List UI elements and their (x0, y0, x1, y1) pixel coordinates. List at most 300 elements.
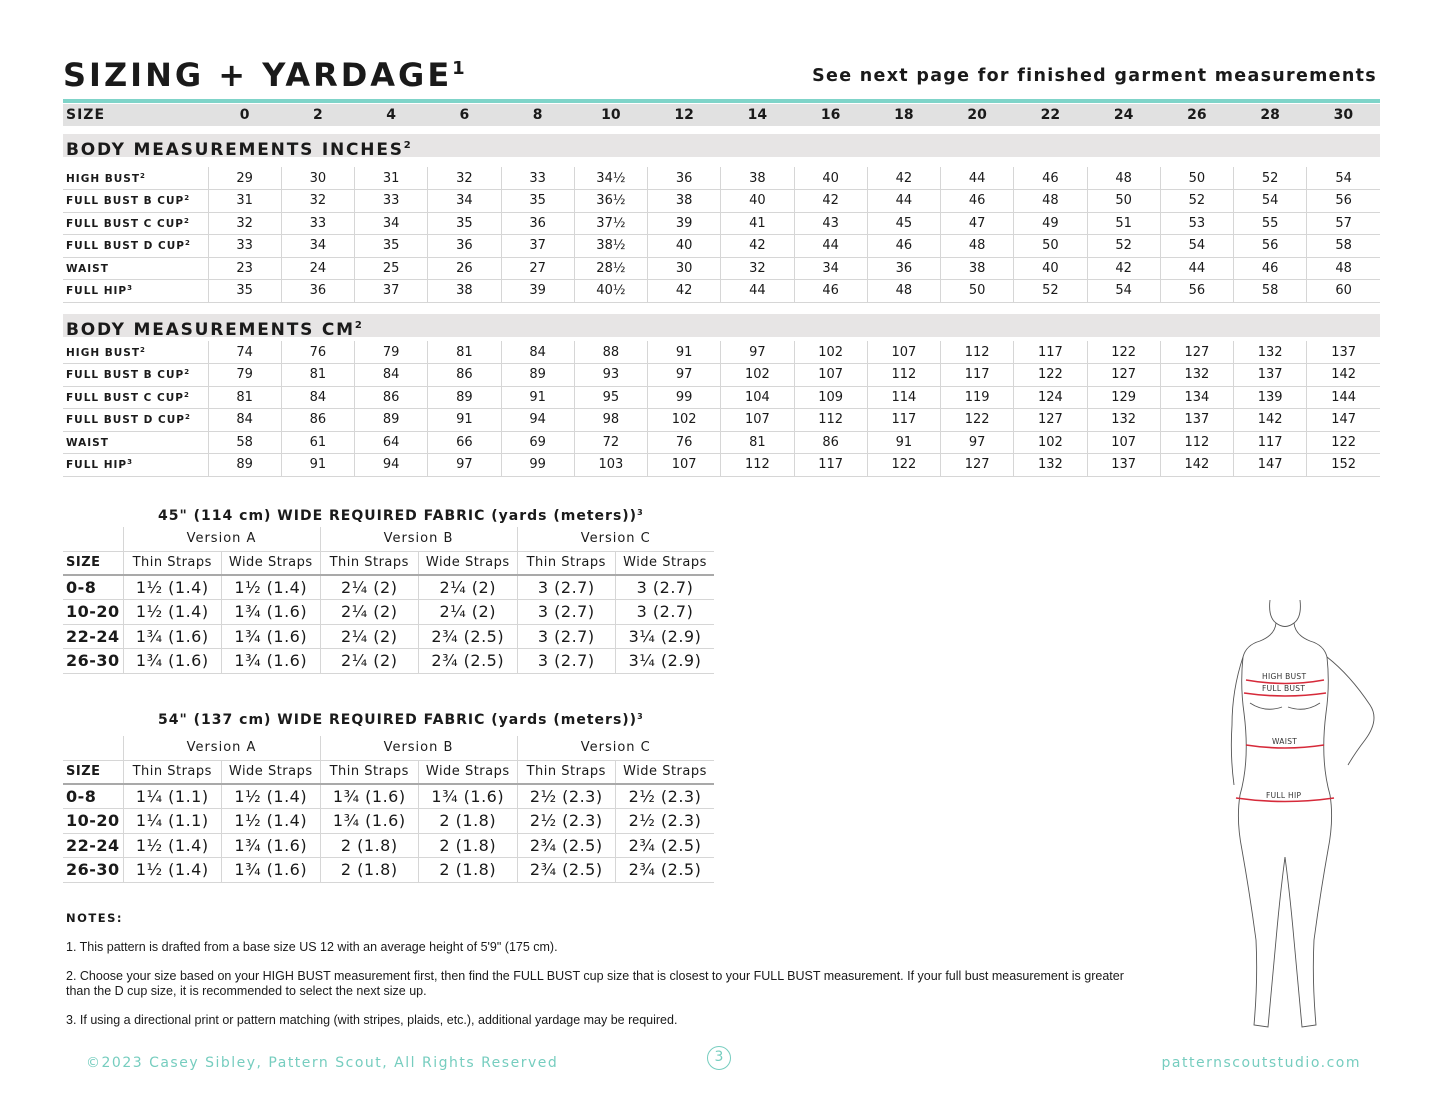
body-measurement-figure (1210, 595, 1400, 1045)
fabric-row (63, 858, 714, 883)
measurement-value: 103 (574, 454, 647, 477)
measurement-row (63, 257, 1380, 280)
strap-header: Wide Straps (419, 551, 518, 575)
see-next-page-note: See next page for finished garment measurements (812, 66, 1377, 86)
measurement-value: 36 (281, 280, 354, 303)
yardage-value: 1¼ (1.1) (123, 809, 222, 834)
yardage-value: 2¾ (2.5) (616, 858, 715, 883)
measurement-value: 142 (1307, 364, 1380, 387)
version-row (63, 527, 714, 551)
measurement-value: 139 (1234, 386, 1307, 409)
size-label: SIZE (63, 551, 123, 575)
measurement-value: 52 (1014, 280, 1087, 303)
measurement-value: 81 (428, 341, 501, 364)
measurement-value: 127 (941, 454, 1014, 477)
note-3: 3. If using a directional print or pattern matching (with stripes, plaids, etc.), additional yardage may be required. (66, 1013, 678, 1027)
measurement-value: 38 (941, 257, 1014, 280)
yardage-value: 2¼ (2) (419, 600, 518, 625)
size-header-cell: 18 (894, 107, 914, 123)
yardage-value: 3 (2.7) (616, 600, 715, 625)
measurement-value: 25 (355, 257, 428, 280)
version-header: Version C (517, 527, 714, 551)
measurement-value: 97 (648, 364, 721, 387)
measurement-value: 86 (355, 386, 428, 409)
note-1: 1. This pattern is drafted from a base size US 12 with an average height of 5'9" (175 cm). (66, 940, 558, 954)
measurement-value: 42 (648, 280, 721, 303)
measurement-value: 112 (794, 409, 867, 432)
yardage-value: 1¾ (1.6) (222, 858, 321, 883)
size-header-cell: 22 (1040, 107, 1061, 123)
measurement-value: 91 (281, 454, 354, 477)
measurement-value: 132 (1014, 454, 1087, 477)
measurement-value: 39 (501, 280, 574, 303)
measurement-value: 44 (721, 280, 794, 303)
measurement-value: 30 (281, 167, 354, 190)
measurement-value: 46 (1014, 167, 1087, 190)
measurement-value: 40 (1014, 257, 1087, 280)
measurement-value: 44 (867, 190, 940, 213)
measurement-value: 84 (501, 341, 574, 364)
measurement-value: 79 (208, 364, 281, 387)
blank-cell (63, 527, 123, 551)
size-range: 0-8 (63, 784, 123, 809)
size-header-cell: 14 (747, 107, 768, 123)
measurement-value: 127 (1160, 341, 1233, 364)
measurement-value: 91 (867, 431, 940, 454)
size-label: SIZE (66, 107, 106, 123)
measurement-value: 55 (1234, 212, 1307, 235)
strap-header: Wide Straps (616, 760, 715, 784)
strap-header: Thin Straps (517, 760, 616, 784)
strap-header: Wide Straps (222, 760, 321, 784)
measurement-value: 122 (941, 409, 1014, 432)
measurement-value: 69 (501, 431, 574, 454)
measurement-value: 33 (281, 212, 354, 235)
yardage-value: 1¾ (1.6) (320, 784, 419, 809)
measurement-value: 107 (794, 364, 867, 387)
measurement-row (63, 341, 1380, 364)
yardage-value: 1½ (1.4) (123, 833, 222, 858)
measurement-value: 86 (428, 364, 501, 387)
measurement-value: 26 (428, 257, 501, 280)
measurement-value: 107 (1087, 431, 1160, 454)
fabric-row (63, 600, 714, 625)
measurement-value: 34 (355, 212, 428, 235)
yardage-value: 1¾ (1.6) (123, 649, 222, 674)
measurement-value: 84 (208, 409, 281, 432)
yardage-value: 1½ (1.4) (222, 784, 321, 809)
measurement-value: 30 (648, 257, 721, 280)
measurement-value: 38 (721, 167, 794, 190)
fig-label-high-bust: HIGH BUST (1262, 672, 1307, 681)
notes-heading: NOTES: (66, 911, 123, 925)
measurement-label: FULL BUST C CUP$^2$ (63, 212, 208, 235)
measurement-value: 74 (208, 341, 281, 364)
measurement-row (63, 190, 1380, 213)
measurement-value: 53 (1160, 212, 1233, 235)
title-divider (63, 99, 1380, 103)
measurement-value: 137 (1087, 454, 1160, 477)
measurement-value: 27 (501, 257, 574, 280)
size-header-cell: 26 (1187, 107, 1207, 123)
measurement-value: 86 (281, 409, 354, 432)
yardage-value: 2¼ (2) (320, 575, 419, 600)
measurement-value: 36 (428, 235, 501, 258)
measurement-value: 102 (721, 364, 794, 387)
size-header-row (63, 104, 1380, 126)
measurement-value: 58 (208, 431, 281, 454)
fabric-54-title: 54" (137 cm) WIDE REQUIRED FABRIC (yards (meters))$^3$ (158, 712, 644, 728)
measurement-value: 47 (941, 212, 1014, 235)
fabric-row (63, 809, 714, 834)
measurement-value: 48 (867, 280, 940, 303)
measurement-label: FULL BUST C CUP$^2$ (63, 386, 208, 409)
measurement-value: 119 (941, 386, 1014, 409)
measurement-value: 124 (1014, 386, 1087, 409)
strap-header: Wide Straps (419, 760, 518, 784)
measurement-value: 122 (1307, 431, 1380, 454)
measurement-value: 61 (281, 431, 354, 454)
measurement-row (63, 454, 1380, 477)
measurement-label: FULL BUST B CUP$^2$ (63, 364, 208, 387)
yardage-value: 2¾ (2.5) (616, 833, 715, 858)
yardage-value: 1½ (1.4) (222, 575, 321, 600)
yardage-value: 2¾ (2.5) (517, 858, 616, 883)
version-header: Version A (123, 736, 320, 760)
measurement-value: 36 (867, 257, 940, 280)
size-header-cell: 10 (601, 107, 621, 123)
size-range: 26-30 (63, 649, 123, 674)
measurement-value: 46 (941, 190, 1014, 213)
measurement-value: 84 (355, 364, 428, 387)
measurement-value: 81 (281, 364, 354, 387)
measurement-value: 129 (1087, 386, 1160, 409)
yardage-value: 2¾ (2.5) (517, 833, 616, 858)
yardage-value: 2¼ (2) (320, 649, 419, 674)
measurement-value: 102 (1014, 431, 1087, 454)
fabric-row (63, 624, 714, 649)
measurement-value: 37 (355, 280, 428, 303)
measurement-value: 48 (1014, 190, 1087, 213)
measurement-value: 29 (208, 167, 281, 190)
measurement-value: 34 (281, 235, 354, 258)
measurement-value: 91 (428, 409, 501, 432)
measurement-value: 58 (1234, 280, 1307, 303)
yardage-value: 2¼ (2) (320, 624, 419, 649)
measurement-label: FULL BUST D CUP$^2$ (63, 235, 208, 258)
version-header: Version A (123, 527, 320, 551)
yardage-value: 3¼ (2.9) (616, 649, 715, 674)
measurement-value: 76 (281, 341, 354, 364)
measurement-row (63, 386, 1380, 409)
measurement-value: 28½ (574, 257, 647, 280)
measurement-value: 40 (721, 190, 794, 213)
measurement-value: 94 (355, 454, 428, 477)
measurement-value: 41 (721, 212, 794, 235)
note-2: 2. Choose your size based on your HIGH BUST measurement first, then find the FULL BUST cup size that is closest to your FULL BUST measurement. If your full bust measurement is greater than the D cup size, it is recommended to select the next size up. (66, 969, 1124, 998)
measurement-value: 81 (208, 386, 281, 409)
yardage-value: 1¾ (1.6) (123, 624, 222, 649)
size-header-cell: 28 (1260, 107, 1280, 123)
size-header-cell: 16 (820, 107, 841, 123)
measurement-value: 34 (428, 190, 501, 213)
size-range: 22-24 (63, 624, 123, 649)
measurement-value: 117 (794, 454, 867, 477)
yardage-value: 3 (2.7) (517, 624, 616, 649)
size-header-cell: 20 (967, 107, 987, 123)
measurement-value: 57 (1307, 212, 1380, 235)
measurement-value: 97 (428, 454, 501, 477)
size-header-cell: 2 (313, 107, 323, 123)
measurement-value: 84 (281, 386, 354, 409)
measurement-value: 86 (794, 431, 867, 454)
fabric-row (63, 833, 714, 858)
strap-row (63, 760, 714, 784)
measurement-value: 42 (867, 167, 940, 190)
measurement-value: 46 (1234, 257, 1307, 280)
yardage-value: 3 (2.7) (517, 575, 616, 600)
cm-section-header: BODY MEASUREMENTS $CM^2$ (63, 314, 1380, 337)
measurement-value: 50 (1160, 167, 1233, 190)
yardage-value: 1¾ (1.6) (320, 809, 419, 834)
measurement-value: 42 (721, 235, 794, 258)
measurement-value: 44 (794, 235, 867, 258)
measurement-value: 48 (1087, 167, 1160, 190)
yardage-value: 1¾ (1.6) (222, 624, 321, 649)
yardage-value: 2 (1.8) (320, 858, 419, 883)
measurement-value: 79 (355, 341, 428, 364)
measurement-value: 45 (867, 212, 940, 235)
measurement-value: 137 (1307, 341, 1380, 364)
measurement-value: 50 (1014, 235, 1087, 258)
measurement-value: 54 (1234, 190, 1307, 213)
measurement-value: 36 (501, 212, 574, 235)
measurement-value: 23 (208, 257, 281, 280)
measurement-value: 54 (1307, 167, 1380, 190)
yardage-value: 2 (1.8) (320, 833, 419, 858)
measurement-value: 40 (648, 235, 721, 258)
measurement-value: 44 (941, 167, 1014, 190)
measurement-value: 88 (574, 341, 647, 364)
measurement-value: 127 (1014, 409, 1087, 432)
measurement-value: 42 (794, 190, 867, 213)
measurement-value: 39 (648, 212, 721, 235)
measurement-label: FULL BUST B CUP$^2$ (63, 190, 208, 213)
measurement-value: 33 (208, 235, 281, 258)
measurement-value: 93 (574, 364, 647, 387)
measurement-value: 48 (941, 235, 1014, 258)
page-title: SIZING + $YARDAGE^1$ (63, 56, 465, 94)
fig-label-full-hip: FULL HIP (1266, 791, 1302, 800)
fig-label-waist: WAIST (1272, 737, 1298, 746)
measurement-value: 48 (1307, 257, 1380, 280)
measurement-value: 32 (281, 190, 354, 213)
measurement-row (63, 364, 1380, 387)
measurement-value: 132 (1234, 341, 1307, 364)
measurement-value: 43 (794, 212, 867, 235)
measurement-value: 60 (1307, 280, 1380, 303)
measurement-value: 33 (501, 167, 574, 190)
measurement-value: 34 (794, 257, 867, 280)
measurement-value: 137 (1160, 409, 1233, 432)
yardage-value: 1¾ (1.6) (222, 600, 321, 625)
yardage-value: 2 (1.8) (419, 833, 518, 858)
measurement-value: 66 (428, 431, 501, 454)
yardage-value: 1¼ (1.1) (123, 784, 222, 809)
fabric-row (63, 649, 714, 674)
measurement-value: 132 (1160, 364, 1233, 387)
yardage-value: 1½ (1.4) (123, 600, 222, 625)
measurement-value: 122 (867, 454, 940, 477)
inches-table (63, 167, 1380, 303)
measurement-value: 32 (208, 212, 281, 235)
measurement-label: WAIST (63, 431, 208, 454)
measurement-value: 33 (355, 190, 428, 213)
measurement-value: 46 (867, 235, 940, 258)
measurement-value: 35 (355, 235, 428, 258)
measurement-value: 56 (1307, 190, 1380, 213)
measurement-value: 117 (941, 364, 1014, 387)
measurement-value: 117 (1014, 341, 1087, 364)
measurement-value: 37 (501, 235, 574, 258)
measurement-value: 24 (281, 257, 354, 280)
yardage-value: 2¾ (2.5) (419, 649, 518, 674)
measurement-value: 114 (867, 386, 940, 409)
strap-header: Wide Straps (616, 551, 715, 575)
measurement-value: 142 (1234, 409, 1307, 432)
measurement-row (63, 212, 1380, 235)
measurement-value: 137 (1234, 364, 1307, 387)
cm-table (63, 341, 1380, 477)
measurement-value: 38½ (574, 235, 647, 258)
measurement-row (63, 280, 1380, 303)
yardage-value: 1¾ (1.6) (222, 833, 321, 858)
yardage-value: 2¼ (2) (419, 575, 518, 600)
size-range: 0-8 (63, 575, 123, 600)
inches-section-header: BODY MEASUREMENTS INCHES$^2$ (63, 134, 1380, 157)
page-number: 3 (707, 1046, 731, 1070)
version-header: Version C (517, 736, 714, 760)
measurement-value: 142 (1160, 454, 1233, 477)
measurement-value: 35 (428, 212, 501, 235)
measurement-value: 112 (1160, 431, 1233, 454)
measurement-value: 31 (208, 190, 281, 213)
measurement-value: 95 (574, 386, 647, 409)
measurement-value: 107 (867, 341, 940, 364)
measurement-value: 42 (1087, 257, 1160, 280)
measurement-value: 40½ (574, 280, 647, 303)
version-header: Version B (320, 736, 517, 760)
measurement-value: 104 (721, 386, 794, 409)
yardage-value: 3¼ (2.9) (616, 624, 715, 649)
measurement-value: 51 (1087, 212, 1160, 235)
measurement-value: 144 (1307, 386, 1380, 409)
measurement-value: 81 (721, 431, 794, 454)
measurement-value: 32 (721, 257, 794, 280)
yardage-value: 2½ (2.3) (517, 809, 616, 834)
fabric-row (63, 575, 714, 600)
yardage-value: 2½ (2.3) (616, 809, 715, 834)
size-header-cell: 6 (459, 107, 470, 123)
strap-header: Thin Straps (320, 760, 419, 784)
yardage-value: 2¾ (2.5) (419, 624, 518, 649)
yardage-value: 2½ (2.3) (517, 784, 616, 809)
measurement-value: 89 (428, 386, 501, 409)
measurement-value: 94 (501, 409, 574, 432)
fabric-54-table (63, 736, 714, 883)
strap-header: Wide Straps (222, 551, 321, 575)
measurement-value: 112 (941, 341, 1014, 364)
copyright: ©2023 Casey Sibley, Pattern Scout, All Rights Reserved (86, 1055, 559, 1071)
measurement-value: 52 (1087, 235, 1160, 258)
measurement-value: 32 (428, 167, 501, 190)
measurement-value: 37½ (574, 212, 647, 235)
measurement-value: 50 (1087, 190, 1160, 213)
measurement-label: WAIST (63, 257, 208, 280)
measurement-value: 102 (648, 409, 721, 432)
measurement-value: 152 (1307, 454, 1380, 477)
measurement-value: 102 (794, 341, 867, 364)
measurement-value: 54 (1160, 235, 1233, 258)
website-link[interactable]: patternscoutstudio.com (1161, 1055, 1361, 1071)
measurement-row (63, 431, 1380, 454)
measurement-value: 38 (428, 280, 501, 303)
size-header-cell: 12 (674, 107, 694, 123)
size-range: 22-24 (63, 833, 123, 858)
measurement-value: 56 (1160, 280, 1233, 303)
strap-header: Thin Straps (517, 551, 616, 575)
measurement-value: 40 (794, 167, 867, 190)
fabric-row (63, 784, 714, 809)
measurement-value: 132 (1087, 409, 1160, 432)
measurement-value: 134 (1160, 386, 1233, 409)
measurement-value: 122 (1087, 341, 1160, 364)
measurement-row (63, 235, 1380, 258)
yardage-value: 2 (1.8) (419, 858, 518, 883)
measurement-value: 31 (355, 167, 428, 190)
measurement-value: 49 (1014, 212, 1087, 235)
yardage-value: 2¼ (2) (320, 600, 419, 625)
yardage-value: 1¾ (1.6) (419, 784, 518, 809)
measurement-value: 107 (648, 454, 721, 477)
strap-header: Thin Straps (123, 760, 222, 784)
measurement-row (63, 167, 1380, 190)
size-range: 10-20 (63, 600, 123, 625)
measurement-value: 36½ (574, 190, 647, 213)
fabric-45-title: 45" (114 cm) WIDE REQUIRED FABRIC (yards (meters))$^3$ (158, 508, 644, 524)
measurement-value: 89 (208, 454, 281, 477)
measurement-value: 36 (648, 167, 721, 190)
size-header-cell: 30 (1333, 107, 1354, 123)
fabric-45-table (63, 527, 714, 674)
measurement-value: 46 (794, 280, 867, 303)
measurement-value: 147 (1234, 454, 1307, 477)
size-header-cell: 0 (239, 107, 250, 123)
measurement-value: 58 (1307, 235, 1380, 258)
strap-row (63, 551, 714, 575)
measurement-value: 52 (1234, 167, 1307, 190)
measurement-value: 147 (1307, 409, 1380, 432)
size-range: 26-30 (63, 858, 123, 883)
measurement-value: 97 (941, 431, 1014, 454)
version-header: Version B (320, 527, 517, 551)
measurement-value: 38 (648, 190, 721, 213)
yardage-value: 3 (2.7) (517, 649, 616, 674)
yardage-value: 1½ (1.4) (123, 575, 222, 600)
measurement-value: 91 (648, 341, 721, 364)
measurement-value: 44 (1160, 257, 1233, 280)
measurement-value: 112 (721, 454, 794, 477)
